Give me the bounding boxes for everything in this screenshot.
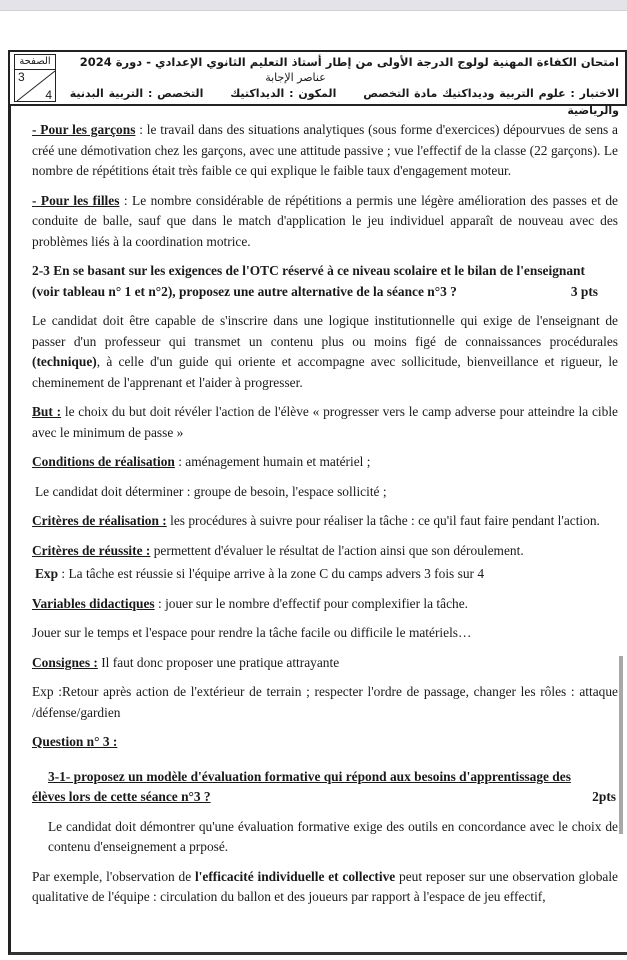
top-bar (0, 0, 627, 11)
candidate-determine: Le candidat doit déterminer : groupe de besoin, l'espace sollicité ; (35, 483, 387, 499)
page-current: 3 (18, 70, 25, 84)
boys-text: : le travail dans des situations analytiques (sous forme d'exercices) dépourvues de sens a créé une démotivation chez les garçons, avec une attitude passive ; vue l'effectif de la classe (22 garçons). Le nombre de répétitions était très faible ce qui explique le faible taux d'engagement moteur. (32, 122, 618, 178)
criteres-realisation-label: Critères de réalisation : (32, 513, 167, 528)
but-paragraph (32, 402, 618, 443)
exam-title: امتحان الكفاءة المهنية لولوج الدرجة الأولى من إطار أستاذ التعليم الثانوي الإعدادي - دورة 2024 (79, 55, 619, 69)
answer-content (32, 120, 618, 917)
conditions-paragraph (32, 452, 618, 473)
logic-bold: (technique) (32, 354, 97, 369)
criteres-reussite-label: Critères de réussite : (32, 542, 151, 558)
header-text (62, 54, 619, 119)
variables-label: Variables didactiques (32, 595, 155, 611)
question-3-heading: Question n° 3 : (32, 734, 118, 749)
variables-more: Jouer sur le temps et l'espace pour rendre la tâche facile ou difficile le matériels… (32, 625, 472, 640)
variables-paragraph (32, 594, 618, 615)
exp1-paragraph (32, 564, 618, 585)
criteres-reussite-text: permettent d'évaluer le résultat de l'action ainsi que son déroulement. (150, 542, 524, 558)
boys-paragraph (32, 120, 618, 182)
page-number-box (14, 54, 56, 102)
criteres-realisation-text: les procédures à suivre pour réaliser la tâche : ce qu'il faut faire pendant l'action. (166, 513, 600, 528)
consignes-text: Il faut donc proposer une pratique attrayante (97, 654, 340, 670)
criteres-reussite-paragraph (32, 541, 618, 562)
question-2-3 (32, 261, 618, 302)
girls-paragraph (32, 191, 618, 253)
consignes-paragraph (32, 653, 618, 674)
page-label: الصفحة (15, 55, 55, 70)
example-paragraph (32, 867, 618, 908)
q31-line1: 3-1- proposez un modèle d'évaluation formative qui répond aux besoins d'apprentissage des (48, 768, 571, 784)
criteres-realisation-paragraph (32, 511, 618, 532)
but-text: le choix du but doit révéler l'action de l'élève « progresser vers le camp adverse pour atteindre la cible avec le minimum de passe » (32, 404, 618, 440)
conditions-text: : aménagement humain et matériel ; (174, 454, 371, 469)
example-bold: l'efficacité individuelle et collective (194, 868, 396, 884)
exam-label: الاختبار : علوم التربية وديداكتيك مادة التخصص (363, 87, 619, 100)
girls-heading: - Pour les filles (32, 192, 120, 208)
q31-line2: élèves lors de cette séance n°3 ? (32, 789, 211, 804)
exam-details (62, 85, 619, 119)
q31-points: 2pts (592, 789, 616, 804)
page-fraction (15, 70, 55, 102)
q23-line2: (voir tableau n° 1 et n°2), proposez une autre alternative de la séance n°3 ? (32, 283, 457, 299)
logic-text-after: , à celle d'un guide qui oriente et accompagne avec sollicitude, bienveillance et rigueur, le cheminement de l'apprenant et l'aider à progresser. (32, 354, 618, 390)
question-3-1 (32, 767, 618, 808)
girls-text: : Le nombre considérable de répétitions a permis une légère amélioration des passes et de conduite de balle, sauf que dans le match d'application le jeu individuel apparaît de nouveau avec des problèmes liés à la coordination motrice. (32, 192, 618, 249)
q23-line1: 2-3 En se basant sur les exigences de l'OTC réservé à ce niveau scolaire et le bilan de l'enseignant (32, 263, 585, 278)
exam-subtitle: عناصر الإجابة (265, 71, 326, 84)
example-before: Par exemple, l'observation de (32, 868, 195, 884)
exp1-label: Exp (35, 566, 59, 581)
exam-header (8, 50, 627, 117)
exp2-paragraph: Exp :Retour après action de l'extérieur de terrain ; respecter l'ordre de passage, changer les rôles : attaque /défense/gardien (32, 684, 618, 720)
specialty-label: التخصص : التربية البدنية والرياضية (69, 87, 619, 117)
example-after: peut reposer sur une observation globale qualitative de l'équipe : circulation du ballon et des joueurs par rapport à l'espace de jeu effectif, (32, 868, 618, 904)
but-label: But : (32, 404, 62, 419)
variables-text: : jouer sur le nombre d'effectif pour complexifier la tâche. (154, 595, 469, 611)
conditions-label: Conditions de réalisation (32, 454, 175, 469)
exp1-text: : La tâche est réussie si l'équipe arrive à la zone C du camps advers 3 fois sur 4 (58, 566, 485, 581)
q23-points: 3 pts (570, 283, 598, 299)
candidate-demonstrate: Le candidat doit démontrer qu'une évaluation formative exige des outils en concordance avec le choix de contenu d'enseignement a prposé. (48, 818, 618, 854)
scrollbar[interactable] (619, 656, 623, 834)
consignes-label: Consignes : (32, 654, 98, 670)
page-total: 4 (45, 88, 52, 102)
boys-heading: - Pour les garçons (32, 122, 136, 137)
component-label: المكون : الديداكتيك (230, 87, 337, 100)
logic-text-before: Le candidat doit être capable de s'inscrire dans une logique institutionnelle qui exige de l'enseignant de passer d'un professeur qui transmet un contenu plus ou moins figé de connaissances procédurales (32, 313, 618, 349)
candidate-logic-paragraph (32, 311, 618, 393)
